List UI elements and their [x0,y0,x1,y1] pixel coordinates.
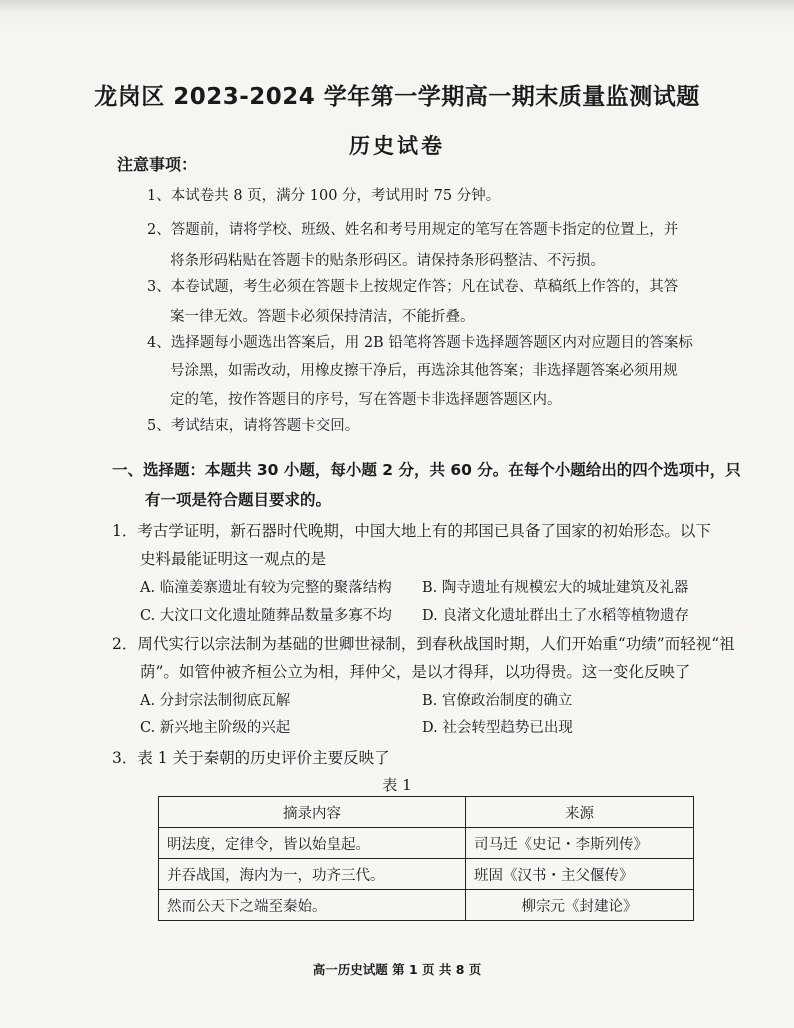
table-row [159,859,694,890]
table-cell: 明法度，定律令，皆以始皇起。 [159,828,466,859]
notice-heading: 注意事项： [117,155,198,174]
question-1-option-a: A. 临潼姜寨遗址有较为完整的聚落结构 [140,580,392,596]
notice-line: 案一律无效。答题卡必须保持清洁，不能折叠。 [170,309,475,325]
notice-line: 5、考试结束，请将答题卡交回。 [147,418,360,434]
notice-line: 2、答题前，请将学校、班级、姓名和考号用规定的笔写在答题卡指定的位置上，并 [147,222,679,238]
scan-edge [0,0,794,12]
table-cell: 班固《汉书・主父偃传》 [466,859,694,890]
table-row [159,890,694,921]
notice-line: 1、本试卷共 8 页，满分 100 分，考试用时 75 分钟。 [147,188,501,204]
notice-line: 4、选择题每小题选出答案后，用 2B 铅笔将答题卡选择题答题区内对应题目的答案标 [147,335,693,351]
question-2-option-d: D. 社会转型趋势已出现 [422,720,573,736]
notice-line: 3、本卷试题，考生必须在答题卡上按规定作答；凡在试卷、草稿纸上作答的，其答 [147,279,679,295]
notice-line: 将条形码粘贴在答题卡的贴条形码区。请保持条形码整洁、不污损。 [170,253,605,269]
page-subtitle: 历史试卷 [349,133,445,158]
question-1-stem-cont: 史料最能证明这一观点的是 [140,550,327,568]
question-1-option-b: B. 陶寺遗址有规模宏大的城址建筑及礼器 [422,580,689,596]
question-2-option-b: B. 官僚政治制度的确立 [422,693,573,709]
question-1-stem: 1．考古学证明，新石器时代晚期，中国大地上有的邦国已具备了国家的初始形态。以下 [112,522,711,540]
table-header-cell: 来源 [466,797,694,828]
page-footer: 高一历史试题 第 1 页 共 8 页 [312,962,482,977]
question-1-option-d: D. 良渚文化遗址群出土了水稻等植物遗存 [422,608,689,624]
question-2-option-a: A. 分封宗法制彻底瓦解 [140,693,291,709]
notice-line: 号涂黑，如需改动，用橡皮擦干净后，再选涂其他答案；非选择题答案必须用规 [170,363,678,379]
table-caption: 表 1 [382,776,412,794]
history-evaluation-table [158,796,694,921]
question-2-stem: 2．周代实行以宗法制为基础的世卿世禄制，到春秋战国时期，人们开始重“功绩”而轻视“祖 [112,635,735,653]
question-2-option-c: C. 新兴地主阶级的兴起 [140,720,291,736]
section-heading-cont: 有一项是符合题目要求的。 [145,491,332,509]
question-1-option-c: C. 大汶口文化遗址随葬品数量多寡不均 [140,608,392,624]
table-cell: 司马迁《史记・李斯列传》 [466,828,694,859]
table-cell: 然而公天下之端至秦始。 [159,890,466,921]
table-cell: 柳宗元《封建论》 [466,890,694,921]
table-header-row [159,797,694,828]
table-header-cell: 摘录内容 [159,797,466,828]
section-heading: 一、选择题：本题共 30 小题，每小题 2 分，共 60 分。在每个小题给出的四个选项中，只 [112,461,741,479]
page-title: 龙岗区 2023-2024 学年第一学期高一期末质量监测试题 [94,84,700,110]
table-row [159,828,694,859]
notice-line: 定的笔，按作答题目的序号，写在答题卡非选择题答题区内。 [170,392,562,408]
question-2-stem-cont: 荫”。如管仲被齐桓公立为相，拜仲父，是以才得拜，以功得贵。这一变化反映了 [140,663,691,681]
question-3-stem: 3．表 1 关于秦朝的历史评价主要反映了 [112,749,390,767]
table-cell: 并吞战国，海内为一，功齐三代。 [159,859,466,890]
